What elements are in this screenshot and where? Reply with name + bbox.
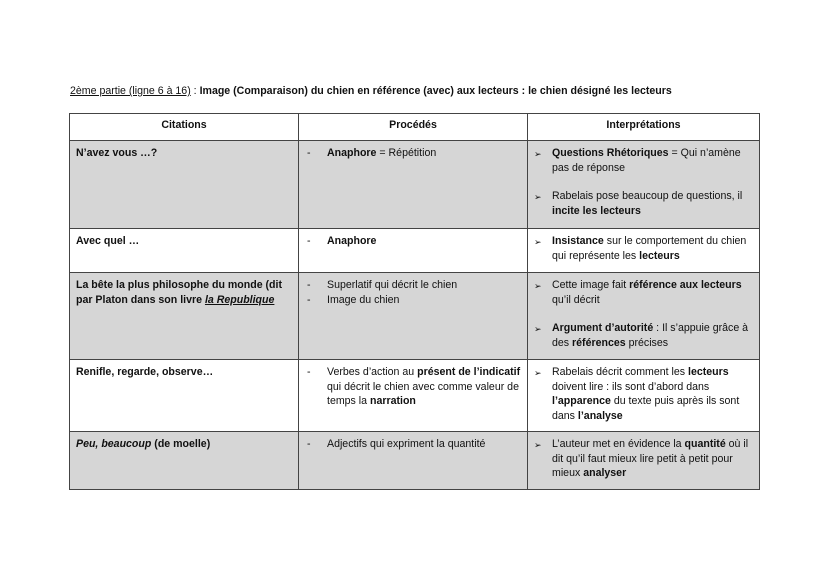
list-item: ➢ Rabelais pose beaucoup de questions, il incite les lecteurs: [534, 190, 743, 217]
arrow-bullet-icon: ➢: [534, 149, 542, 159]
dash-bullet-icon: -: [307, 366, 311, 378]
dash-bullet-icon: -: [307, 279, 311, 291]
dash-bullet-icon: -: [307, 235, 311, 247]
header-row: [70, 114, 760, 141]
header-citations: Citations: [70, 114, 299, 141]
list-item: ➢ Rabelais décrit comment les lecteurs doivent lire : ils sont d’abord dans l’apparence du texte puis après ils sont dans l’analyse: [534, 366, 740, 422]
interpretations-cell: [528, 141, 760, 229]
table-row: [70, 229, 760, 273]
list-item: - Adjectifs qui expriment la quantité: [307, 438, 486, 450]
citation-cell: Peu, beaucoup (de moelle): [70, 432, 299, 490]
dash-bullet-icon: -: [307, 293, 311, 306]
interpretations-cell: [528, 360, 760, 432]
list-item: ➢ L’auteur met en évidence la quantité où il dit qu’il faut mieux lire petit à petit pour mieux analyser: [534, 438, 749, 479]
interpretations-cell: [528, 432, 760, 490]
citation-cell: Renifle, regarde, observe…: [70, 360, 299, 432]
table-row: [70, 273, 760, 360]
heading-sep: :: [190, 85, 200, 97]
interpretations-cell: [528, 273, 760, 360]
heading-title: Image (Comparaison) du chien en référence (avec) aux lecteurs : le chien désigné les lecteurs: [199, 85, 672, 97]
table-row: [70, 141, 760, 229]
heading-part: 2ème partie (ligne 6 à 16): [70, 85, 191, 97]
dash-bullet-icon: -: [307, 438, 311, 450]
analysis-table: [69, 113, 760, 490]
list-item: - Image du chien: [307, 293, 400, 306]
citation-cell: Avec quel …: [70, 229, 299, 273]
arrow-bullet-icon: ➢: [534, 324, 542, 334]
procedes-cell: [299, 141, 528, 229]
procedes-cell: [299, 229, 528, 273]
list-item: - Anaphore: [307, 235, 377, 247]
interpretations-cell: [528, 229, 760, 273]
arrow-bullet-icon: ➢: [534, 281, 542, 291]
list-item: - Anaphore = Répétition: [307, 147, 437, 159]
arrow-bullet-icon: ➢: [534, 368, 542, 378]
list-item: ➢ Questions Rhétoriques = Qui n’amène pas de réponse: [534, 147, 741, 174]
list-item: ➢ Insistance sur le comportement du chien qui représente les lecteurs: [534, 235, 747, 262]
dash-bullet-icon: -: [307, 147, 311, 159]
list-item: - Verbes d’action au présent de l’indicatif qui décrit le chien avec comme valeur de temps la narration: [307, 366, 521, 407]
arrow-bullet-icon: ➢: [534, 192, 542, 202]
procedes-cell: [299, 273, 528, 360]
list-item: ➢ Cette image fait référence aux lecteurs qu’il décrit: [534, 279, 742, 306]
section-heading: [70, 84, 770, 98]
list-item: ➢ Argument d’autorité : Il s’appuie grâce à des références précises: [534, 322, 749, 349]
header-interpretations: Interprétations: [528, 114, 760, 141]
procedes-cell: [299, 360, 528, 432]
citation-cell: N’avez vous …?: [70, 141, 299, 229]
procedes-cell: [299, 432, 528, 490]
header-procedes: Procédés: [299, 114, 528, 141]
arrow-bullet-icon: ➢: [534, 440, 542, 450]
table-row: [70, 360, 760, 432]
list-item: - Superlatif qui décrit le chien: [307, 279, 458, 291]
citation-cell: La bête la plus philosophe du monde (dit par Platon dans son livre la Republique: [70, 273, 299, 360]
arrow-bullet-icon: ➢: [534, 237, 542, 247]
table-row: [70, 432, 760, 490]
